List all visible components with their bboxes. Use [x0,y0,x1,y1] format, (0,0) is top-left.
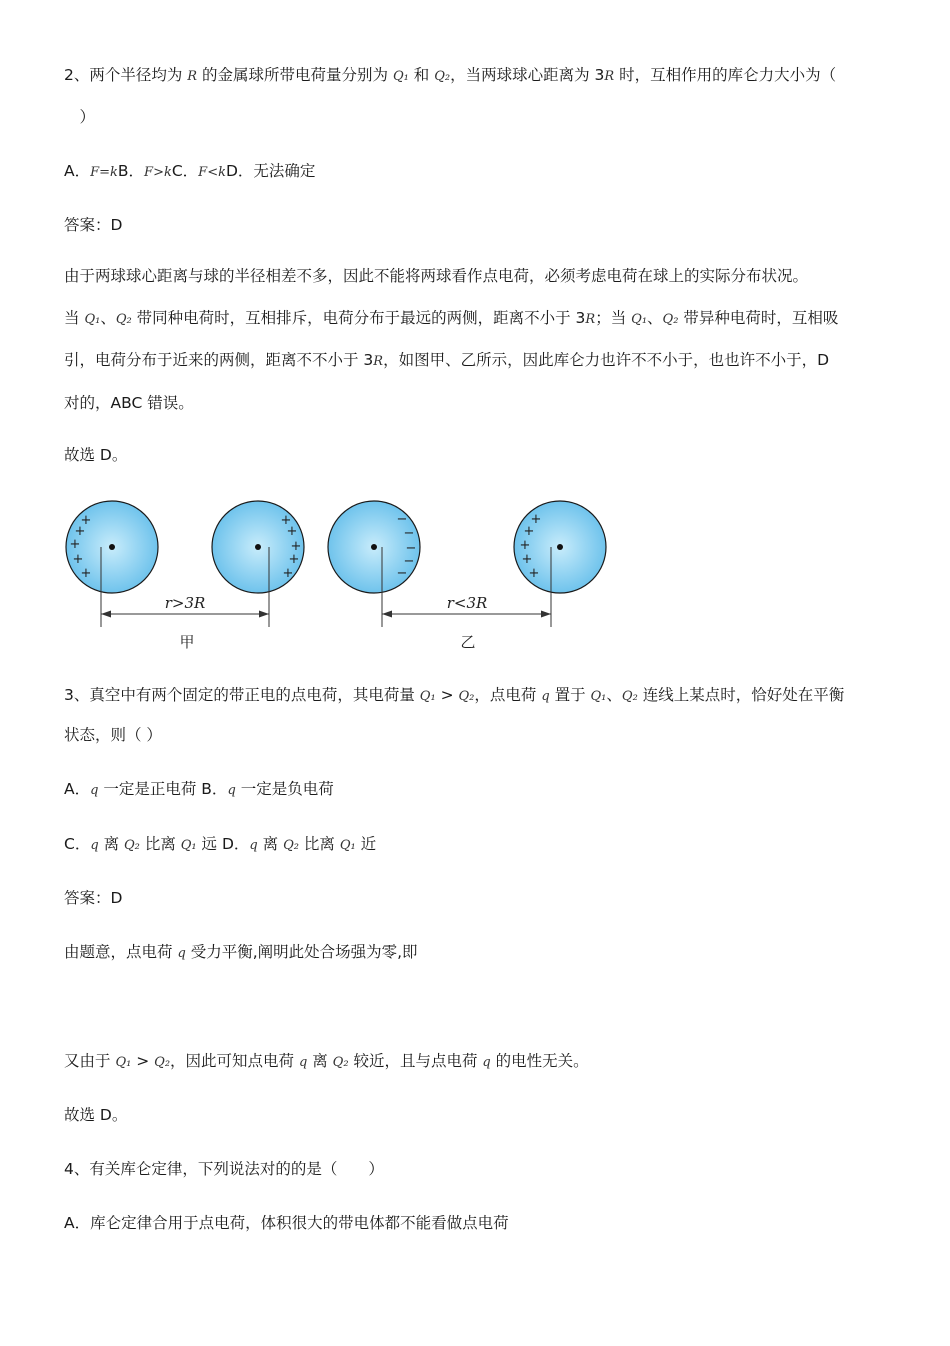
math-symbol: Q₁ [631,311,648,327]
math-symbol: F=k [90,165,118,180]
charge-sign: + [528,566,540,581]
charge-sign: + [521,552,533,567]
text-run: 受力平衡,阐明此处合场强为零,即 [185,943,418,961]
text-run: 离 [257,835,284,853]
text-run: C． [171,162,199,180]
text-run: A． [64,780,91,798]
math-symbol: F>k [144,165,172,180]
text-run: 近 [355,835,377,853]
q2-stem-line1 [64,64,836,88]
charge-sign: + [286,524,298,539]
charge-sign: + [80,566,92,581]
q3-options-cd [64,833,376,857]
math-symbol: Q₂ [115,311,132,327]
text-run: 离 [307,1052,333,1070]
text-run: 远 D． [196,835,250,853]
text-run: 较近，且与点电荷 [348,1052,483,1070]
q2-explanation-line [64,383,894,425]
sphere-center-dot [371,544,377,550]
figure-caption-right: 乙 [460,633,476,651]
text-run: ，因此可知点电荷 [170,1052,299,1070]
q2-answer: 答案：D [64,216,123,234]
arrow-head [101,611,111,618]
sphere-center-dot [255,544,261,550]
text-run: 一定是负电荷 [235,780,334,798]
text-run: 2、两个半径均为 [64,66,188,84]
text-run: 比离 [298,835,340,853]
math-symbol: R [187,69,198,84]
math-symbol: Q₂ [332,1055,349,1070]
text-run: C． [64,835,91,853]
text-run: 离 [98,835,125,853]
charge-sign: + [523,524,535,539]
q3-explanation-2 [64,1050,589,1074]
math-symbol: Q₂ [124,838,140,853]
charge-sign: + [282,566,294,581]
q2-stem-line2 [64,106,95,128]
text-run: 一定是正电荷 B． [98,780,228,798]
math-symbol: Q₁ [115,1055,132,1070]
text-run: 时，互相作用的库仑力大小为（ [614,66,837,84]
math-symbol: Q₁ [180,838,197,853]
text-run: 、 [647,308,663,327]
text-run: 、 [100,308,116,327]
sphere-center-dot [109,544,115,550]
charge-sign: − [403,526,415,541]
math-symbol: R [585,311,596,327]
q3-answer: 答案：D [64,889,123,907]
text-run: 比离 [139,835,181,853]
charge-sign: − [403,554,415,569]
charge-sign: + [74,524,86,539]
math-symbol: Q₂ [662,311,679,327]
arrow-head [541,611,551,618]
q4-stem [64,1158,384,1180]
math-symbol: q [541,689,550,704]
text-run: 的金属球所带电荷量分别为 [197,66,393,84]
charge-sign: + [530,512,542,527]
text-run: 4、有关库仑定律，下列说法对的的是（ ） [64,1160,384,1178]
math-symbol: q [227,783,236,798]
charge-sign: − [396,512,408,527]
charge-sign: + [290,539,302,554]
text-run: ，点电荷 [474,686,542,704]
q2-explanation-line [64,256,894,298]
sphere-center-dot [557,544,563,550]
math-symbol: Q₂ [458,689,475,704]
math-symbol: q [177,946,186,961]
text-run: 置于 [549,686,591,704]
figure-caption-left: 甲 [179,633,195,651]
math-symbol: Q₁ [339,838,356,853]
charge-sign: + [80,513,92,528]
math-symbol: Q₂ [621,689,638,704]
charge-sign: + [288,552,300,567]
math-symbol: Q₂ [283,838,299,853]
text-run: ） [64,108,96,126]
math-symbol: Q₂ [434,69,451,84]
math-symbol: q [482,1055,491,1070]
arrow-head [259,611,269,618]
q2-explanation [64,256,894,424]
charge-sign: + [69,537,81,552]
arrow-head [382,611,392,618]
text-run: 引，电荷分布于近来的两侧，距离不不小于 3 [64,351,374,369]
q3-conclusion: 故选 D。 [64,1106,128,1124]
distance-label-left: r>3R [164,594,206,612]
text-run: ；当 [595,308,632,327]
math-symbol: Q₁ [419,689,436,704]
text-run: 连线上某点时，恰好处在平衡 [637,686,845,704]
q3-options-ab [64,778,334,802]
math-symbol: Q₁ [392,69,409,84]
text-run: A． [64,162,91,180]
charge-distribution-figure [60,497,620,657]
text-run: 带同种电荷时，互相排斥，电荷分布于最远的两侧，距离不小于 3 [131,308,586,327]
charge-sign: − [396,566,408,581]
text-run: 、 [606,686,622,704]
charge-sign: + [280,513,292,528]
charge-sign: + [519,538,531,553]
math-symbol: q [249,838,258,853]
math-symbol: Q₂ [154,1055,171,1070]
text-run: 带异种电荷时，互相吸 [678,308,839,327]
q3-stem-line2 [64,724,162,746]
charge-sign: − [405,541,417,556]
text-run: D．无法确定 [225,162,316,180]
q2-explanation-line [64,340,894,383]
q2-options [64,160,315,184]
text-run: B． [117,162,145,180]
text-run: 的电性无关。 [490,1052,589,1070]
text-run: 3、真空中有两个固定的带正电的点电荷，其电荷量 [64,686,420,704]
text-run: 当 [64,308,85,327]
math-symbol: Q₁ [590,689,607,704]
q3-explanation-1 [64,941,418,965]
q3-stem-line1 [64,684,844,708]
text-run: ，当两球球心距离为 3 [450,66,605,84]
text-run: 状态，则（ ） [64,726,162,744]
text-run: > [131,1052,155,1070]
text-run: 由于两球球心距离与球的半径相差不多，因此不能将两球看作点电荷，必须考虑电荷在球上的实际分布状况。 [64,267,809,285]
charge-sign: + [72,552,84,567]
text-run: > [435,686,459,704]
math-symbol: q [90,783,99,798]
distance-label-right: r<3R [446,594,488,612]
text-run: 和 [408,66,435,84]
text-run: 又由于 [64,1052,116,1070]
q4-option-a [64,1212,509,1234]
text-run: 对的，ABC 错误。 [64,393,194,412]
math-symbol: q [90,838,99,853]
text-run: ，如图甲、乙所示，因此库仑力也许不不小于，也也许不小于，D [383,351,830,369]
q2-explanation-line [64,298,894,341]
math-symbol: R [373,354,384,369]
math-symbol: Q₁ [84,311,101,327]
math-symbol: R [604,69,615,84]
math-symbol: F<k [198,165,226,180]
text-run: 由题意，点电荷 [64,943,178,961]
math-symbol: q [298,1055,308,1070]
q2-conclusion: 故选 D。 [64,446,128,464]
text-run: A．库仑定律合用于点电荷，体积很大的带电体都不能看做点电荷 [64,1214,509,1232]
